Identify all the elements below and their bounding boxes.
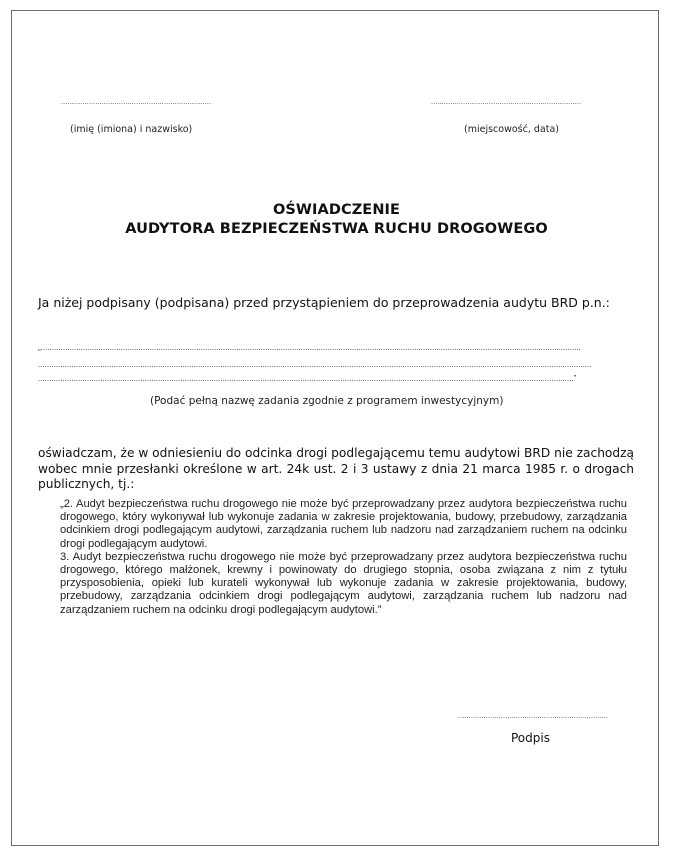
document-subtitle: AUDYTORA BEZPIECZEŃSTWA RUCHU DROGOWEGO [125,221,548,237]
quote-paragraph-2: „2. Audyt bezpieczeństwa ruchu drogowego nie może być przeprowadzany przez audytora bezpieczeństwa ruchu drogowego, który wykonywał lub wykonuje zadania w zakresie projektowania, budowy, przebudowy, zarządzania odcinkiem drogi podlegającym audytowi, zarządzania ruchem lub nadzoru nad zarządzaniem ruchem na odcinku drogi podlegającym audytowi. [60,498,627,550]
declaration-paragraph: oświadczam, że w odniesieniu do odcinka drogi podlegającemu temu audytowi BRD nie zachodzą wobec mnie przesłanki określone w art. 24k ust. 2 i 3 ustawy z dnia 21 marca 1985 r. o drogach publicznych, tj.: [38,446,634,491]
name-field-dots: ...................................................................... [61,99,212,106]
signature-dots: ...................................................................... [458,713,609,720]
place-date-field-dots: ...................................................................... [431,99,582,106]
legal-quote [60,498,627,617]
task-name-line: ......................................................................................................................................................................................................................................................... [38,360,592,369]
name-field-caption: (imię (imiona) i nazwisko) [70,124,193,135]
task-name-line: „................................................................................................................................................................................................................................................... [38,343,581,352]
document-page [11,10,659,846]
quote-paragraph-3: 3. Audyt bezpieczeństwa ruchu drogowego nie może być przeprowadzany przez audytora bezpieczeństwa ruchu drogowego, którego małżonek, krewny i powinowaty do drugiego stopnia, osoba związana z nim z tytułu przysposobienia, opieki lub kurateli wykonywał lub wykonuje zadania w zakresie projektowania, budowy, przebudowy, zarządzania odcinkiem drogi podlegającym audytowi, zarządzania ruchem lub nadzoru nad zarządzaniem ruchem na odcinku drogi podlegającym audytowi.” [60,550,627,616]
task-name-line: .................................................................................................................................................................................................................................................” [38,374,577,383]
document-title: OŚWIADCZENIE [272,202,401,218]
signature-label: Podpis [511,731,550,745]
task-name-caption: (Podać pełną nazwę zadania zgodnie z programem inwestycyjnym) [150,395,504,407]
place-date-field-caption: (miejscowość, data) [464,124,559,135]
intro-statement: Ja niżej podpisany (podpisana) przed przystąpieniem do przeprowadzenia audytu BRD p.n.: [38,295,610,310]
